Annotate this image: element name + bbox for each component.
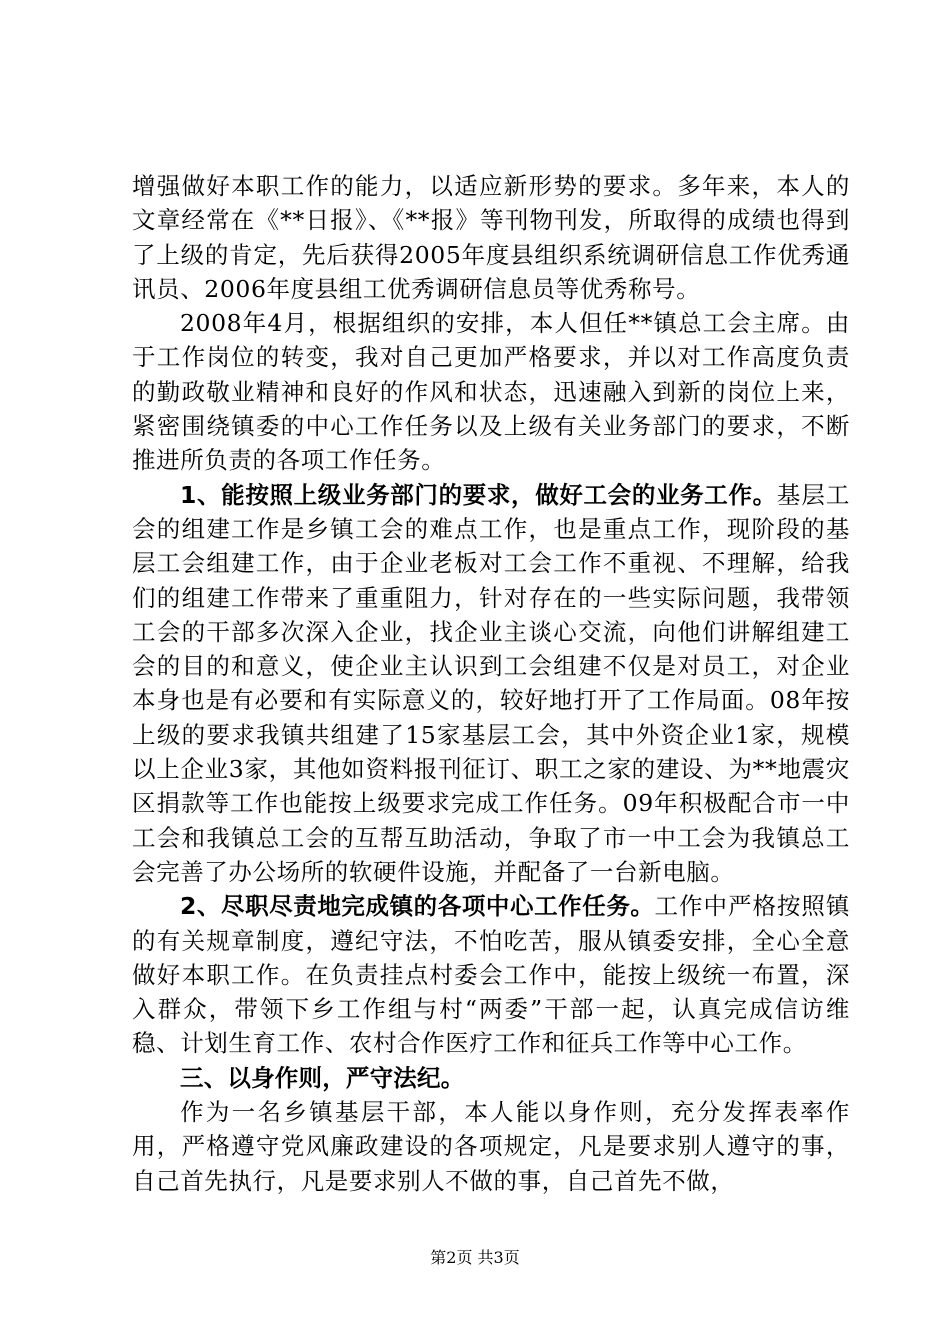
paragraph-1	[132, 169, 850, 306]
paragraph-3	[132, 478, 850, 890]
paragraph-1-text: 增强做好本职工作的能力，以适应新形势的要求。多年来，本人的文章经常在《**日报》、《**报》等刊物刊发，所取得的成绩也得到了上级的肯定，先后获得2005年度县组织系统调研信息工作优秀通讯员、2006年度县组工优秀调研信息员等优秀称号。	[132, 172, 850, 303]
section-2-heading: 2、尽职尽责地完成镇的各项中心工作任务。	[180, 892, 655, 921]
paragraph-6	[132, 1095, 850, 1198]
section-3-heading-line	[132, 1061, 850, 1095]
document-body	[132, 169, 850, 1198]
section-3-heading: 三、以身作则，严守法纪。	[180, 1063, 465, 1092]
section-1-heading: 1、能按照上级业务部门的要求，做好工会的业务工作。	[180, 480, 777, 509]
page-number: 第2页 共3页	[430, 1248, 520, 1267]
paragraph-4-text: 工作中严格按照镇的有关规章制度，遵纪守法，不怕吃苦，服从镇委安排，全心全意做好本职工作。在负责挂点村委会工作中，能按上级统一布置，深入群众，带领下乡工作组与村“两委”干部一起，认真完成信访维稳、计划生育工作、农村合作医疗工作和征兵工作等中心工作。	[132, 892, 850, 1058]
paragraph-4	[132, 889, 850, 1060]
paragraph-2	[132, 306, 850, 477]
page-footer	[0, 1245, 950, 1268]
paragraph-3-text: 基层工会的组建工作是乡镇工会的难点工作，也是重点工作，现阶段的基层工会组建工作，由于企业老板对工会工作不重视、不理解，给我们的组建工作带来了重重阻力，针对存在的一些实际问题，我带领工会的干部多次深入企业，找企业主谈心交流，向他们讲解组建工会的目的和意义，使企业主认识到工会组建不仅是对员工，对企业本身也是有必要和有实际意义的，较好地打开了工作局面。08年按上级的要求我镇共组建了15家基层工会，其中外资企业1家，规模以上企业3家，其他如资料报刊征订、职工之家的建设、为**地震灾区捐款等工作也能按上级要求完成工作任务。09年积极配合市一中工会和我镇总工会的互帮互助活动，争取了市一中工会为我镇总工会完善了办公场所的软硬件设施，并配备了一台新电脑。	[132, 480, 850, 886]
paragraph-2-text: 2008年4月，根据组织的安排，本人但任**镇总工会主席。由于工作岗位的转变，我对自己更加严格要求，并以对工作高度负责的勤政敬业精神和良好的作风和状态，迅速融入到新的岗位上来，紧密围绕镇委的中心工作任务以及上级有关业务部门的要求，不断推进所负责的各项工作任务。	[132, 309, 850, 475]
paragraph-6-text: 作为一名乡镇基层干部，本人能以身作则，充分发挥表率作用，严格遵守党风廉政建设的各项规定，凡是要求别人遵守的事，自己首先执行，凡是要求别人不做的事，自己首先不做，	[132, 1098, 850, 1195]
